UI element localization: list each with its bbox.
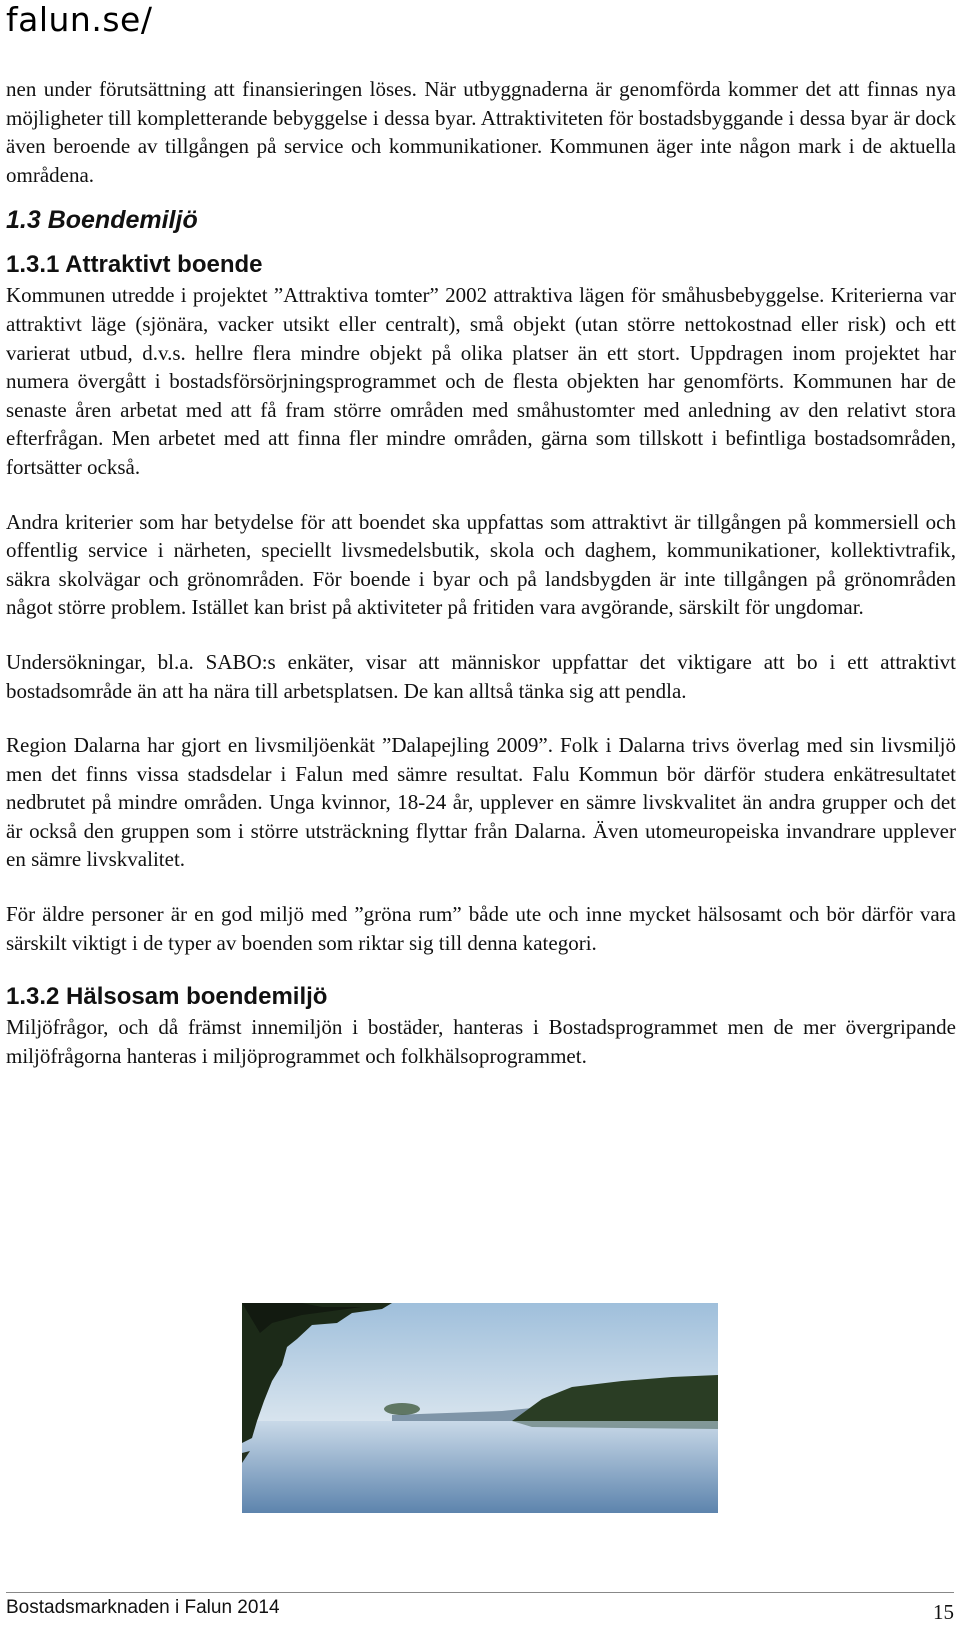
lake-photo bbox=[242, 1303, 718, 1513]
document-body bbox=[6, 75, 956, 1070]
paragraph-intro: nen under förutsättning att finansieringen löses. När utbyggnaderna är genomförda kommer det att finnas nya möjligheter till kompletterande bebyggelse i dessa byar. Attraktiviteten för bostadsbyggande i dessa byar är dock även beroende av tillgången på service och kommunikationer. Kommunen äger inte någon mark i de aktuella områdena. bbox=[6, 77, 956, 187]
footer-title: Bostadsmarknaden i Falun 2014 bbox=[6, 1597, 280, 1618]
heading-attraktivt-boende: 1.3.1 Attraktivt boende bbox=[6, 251, 263, 279]
heading-boendemiljo: 1.3 Boendemiljö bbox=[6, 206, 198, 235]
paragraph-undersokningar: Undersökningar, bl.a. SABO:s enkäter, visar att människor uppfattar det viktigare att bo i ett attraktivt bostadsområde än att ha nära till arbetsplatsen. De kan alltså tänka sig att pendla. bbox=[6, 649, 956, 703]
page-number: 15 bbox=[933, 1600, 954, 1624]
falun-logo: falun.se/ bbox=[6, 0, 153, 39]
heading-halsosam-boendemiljo: 1.3.2 Hälsosam boendemiljö bbox=[6, 983, 328, 1011]
footer-divider bbox=[6, 1592, 954, 1593]
paragraph-attraktiva-tomter: Kommunen utredde i projektet ”Attraktiva tomter” 2002 attraktiva lägen för småhusbebyggelse. Kriterierna var attraktivt läge (sjönära, vacker utsikt eller centralt), små objekt (utan större nettokostnad eller risk) och ett varierat utbud, d.v.s. hellre flera mindre objekt på olika platser än ett stort. Uppdragen inom projektet har numera övergått i bostadsförsörjningsprogrammet och de flesta objekten har genomförts. Kommunen har de senaste åren arbetat med att få fram större områden med småhustomter med anledning av den relativt stora efterfrågan. Men arbetet med att finna fler mindre områden, gärna som tillskott i befintliga bostadsområden, fortsätter också. bbox=[6, 283, 956, 479]
paragraph-kriterier: Andra kriterier som har betydelse för att boendet ska uppfattas som attraktivt är tillgången på kommersiell och offentlig service i närheten, speciellt livsmedelsbutik, skola och daghem, kommunikationer, kollektivtrafik, säkra skolvägar och grönområden. För boende i byar och på landsbygden är inte tillgången på grönområden något större problem. Istället kan brist på aktiviteter på fritiden vara avgörande, särskilt för ungdomar. bbox=[6, 509, 956, 620]
paragraph-dalapejling: Region Dalarna har gjort en livsmiljöenkät ”Dalapejling 2009”. Folk i Dalarna trivs överlag med sin livsmiljö men det finns vissa stadsdelar i Falun med sämre resultat. Falu Kommun bör därför studera enkätresultatet nedbrutet på mindre områden. Unga kvinnor, 18-24 år, upplever en sämre livskvalitet än andra grupper och det är också den gruppen som i större utsträckning flyttar från Dalarna. Även utomeuropeiska invandrare upplever en sämre livskvalitet. bbox=[6, 733, 956, 872]
paragraph-miljofragor: Miljöfrågor, och då främst innemiljön i bostäder, hanteras i Bostadsprogrammet men de mer övergripande miljöfrågorna hanteras i miljöprogrammet och folkhälsoprogrammet. bbox=[6, 1015, 956, 1068]
paragraph-aldre: För äldre personer är en god miljö med ”gröna rum” både ute och inne mycket hälsosamt och bör därför vara särskilt viktigt i de typer av boenden som riktar sig till denna kategori. bbox=[6, 902, 956, 955]
